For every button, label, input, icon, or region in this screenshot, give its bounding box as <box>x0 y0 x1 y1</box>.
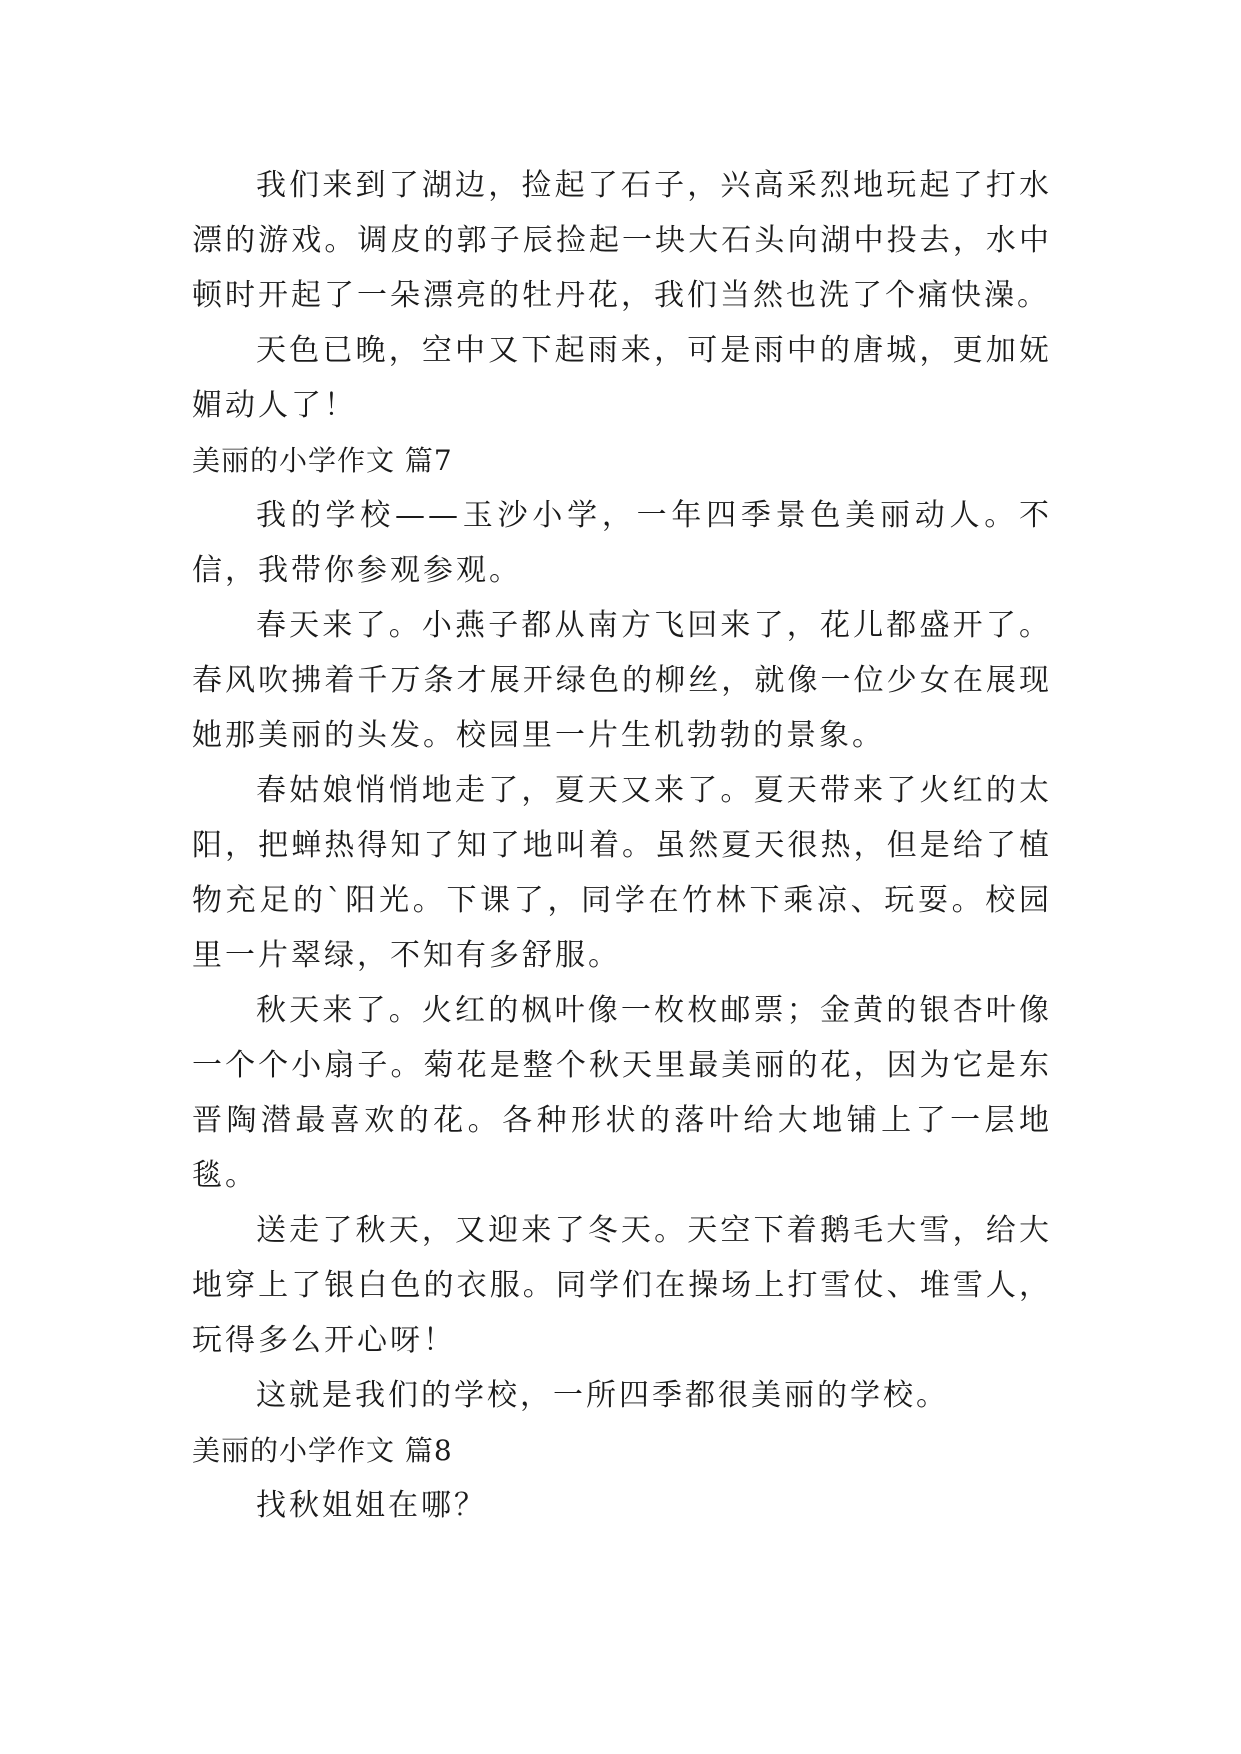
paragraph: 我的学校——玉沙小学，一年四季景色美丽动人。不信，我带你参观参观。 <box>192 498 1052 588</box>
paragraph: 送走了秋天，又迎来了冬天。天空下着鹅毛大雪，给大地穿上了银白色的衣服。同学们在操场上打雪仗、堆雪人，玩得多么开心呀！ <box>192 1213 1052 1358</box>
section-heading: 美丽的小学作文 篇7 <box>192 444 453 477</box>
paragraph: 春天来了。小燕子都从南方飞回来了，花儿都盛开了。春风吹拂着千万条才展开绿色的柳丝，就像一位少女在展现她那美丽的头发。校园里一片生机勃勃的景象。 <box>192 608 1052 753</box>
document-body <box>192 158 1052 1533</box>
paragraph: 找秋姐姐在哪？ <box>256 1488 487 1523</box>
paragraph: 这就是我们的学校，一所四季都很美丽的学校。 <box>256 1378 949 1413</box>
paragraph: 天色已晚，空中又下起雨来，可是雨中的唐城，更加妩媚动人了！ <box>192 333 1052 423</box>
section-heading: 美丽的小学作文 篇8 <box>192 1434 453 1467</box>
paragraph: 秋天来了。火红的枫叶像一枚枚邮票；金黄的银杏叶像一个个小扇子。菊花是整个秋天里最美丽的花，因为它是东晋陶潜最喜欢的花。各种形状的落叶给大地铺上了一层地毯。 <box>192 993 1052 1193</box>
paragraph: 我们来到了湖边，捡起了石子，兴高采烈地玩起了打水漂的游戏。调皮的郭子辰捡起一块大石头向湖中投去，水中顿时开起了一朵漂亮的牡丹花，我们当然也洗了个痛快澡。 <box>192 168 1052 313</box>
paragraph: 春姑娘悄悄地走了，夏天又来了。夏天带来了火红的太阳，把蝉热得知了知了地叫着。虽然夏天很热，但是给了植物充足的`阳光。下课了，同学在竹林下乘凉、玩耍。校园里一片翠绿，不知有多舒服。 <box>192 773 1052 973</box>
